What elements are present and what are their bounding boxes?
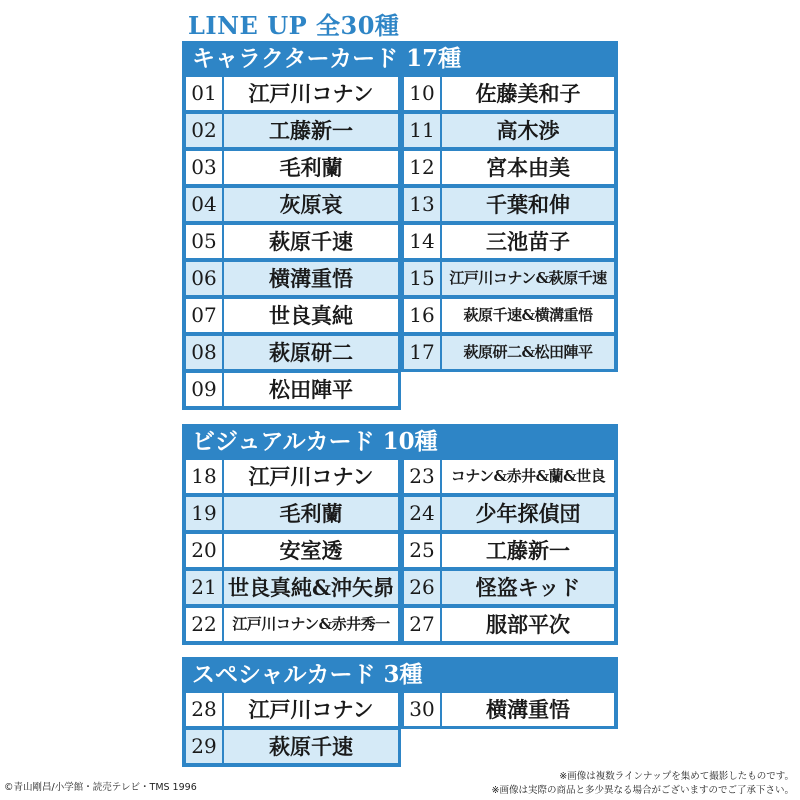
disclaimer-note: ※画像は複数ラインナップを集めて撮影したものです。 bbox=[559, 771, 794, 782]
card-number: 08 bbox=[186, 336, 224, 369]
character-name: 三池苗子 bbox=[486, 229, 570, 254]
character-name: 服部平次 bbox=[486, 612, 570, 637]
card-section bbox=[182, 41, 618, 410]
lineup-row bbox=[186, 730, 398, 763]
character-name: 灰原哀 bbox=[279, 192, 343, 217]
character-name: 萩原千速&横溝重悟 bbox=[463, 306, 593, 324]
lineup-row bbox=[404, 534, 614, 567]
character-name: 世良真純 bbox=[269, 303, 353, 328]
section-header: キャラクターカード 17種 bbox=[192, 45, 462, 72]
card-number: 03 bbox=[186, 151, 224, 184]
empty-area bbox=[401, 729, 618, 767]
character-name: 怪盗キッド bbox=[475, 575, 581, 600]
character-name: 江戸川コナン bbox=[248, 697, 374, 722]
character-name: 工藤新一 bbox=[269, 118, 353, 143]
lineup-row bbox=[404, 608, 614, 641]
character-name: 安室透 bbox=[279, 538, 343, 563]
character-name: 毛利蘭 bbox=[279, 155, 343, 180]
lineup-title: LINE UP 全30種 bbox=[188, 11, 400, 40]
lineup-row bbox=[186, 608, 398, 641]
lineup-row bbox=[186, 262, 398, 295]
card-number: 16 bbox=[404, 299, 442, 332]
lineup-row bbox=[404, 460, 614, 493]
character-name: 萩原千速 bbox=[269, 734, 353, 759]
character-name: 横溝重悟 bbox=[269, 266, 353, 291]
card-number: 01 bbox=[186, 77, 224, 110]
character-name: 毛利蘭 bbox=[279, 501, 343, 526]
lineup-row bbox=[186, 77, 398, 110]
lineup-row bbox=[186, 534, 398, 567]
card-number: 14 bbox=[404, 225, 442, 258]
character-name: 宮本由美 bbox=[486, 155, 570, 180]
card-number: 30 bbox=[404, 693, 442, 726]
character-name: 萩原研二 bbox=[269, 340, 353, 365]
lineup-row bbox=[404, 188, 614, 221]
card-number: 18 bbox=[186, 460, 224, 493]
card-number: 26 bbox=[404, 571, 442, 604]
disclaimer-notes bbox=[492, 770, 794, 798]
card-number: 20 bbox=[186, 534, 224, 567]
card-number: 15 bbox=[404, 262, 442, 295]
card-number: 09 bbox=[186, 373, 224, 406]
card-number: 23 bbox=[404, 460, 442, 493]
card-number: 06 bbox=[186, 262, 224, 295]
copyright-notice: ©青山剛昌/小学館・読売テレビ・TMS 1996 bbox=[4, 782, 197, 793]
section-header: スペシャルカード 3種 bbox=[192, 661, 423, 688]
card-number: 04 bbox=[186, 188, 224, 221]
lineup-row bbox=[404, 299, 614, 332]
disclaimer-note: ※画像は実際の商品と多少異なる場合がございますのでご了承下さい。 bbox=[491, 785, 794, 796]
character-name: 佐藤美和子 bbox=[475, 81, 581, 106]
lineup-row bbox=[186, 299, 398, 332]
card-number: 19 bbox=[186, 497, 224, 530]
lineup-row bbox=[186, 373, 398, 406]
character-name: 少年探偵団 bbox=[475, 501, 581, 526]
character-name: 松田陣平 bbox=[269, 377, 353, 402]
character-name: 江戸川コナン&萩原千速 bbox=[449, 269, 607, 287]
card-number: 05 bbox=[186, 225, 224, 258]
card-number: 25 bbox=[404, 534, 442, 567]
section-header: ビジュアルカード 10種 bbox=[192, 428, 438, 455]
character-name: 江戸川コナン bbox=[248, 81, 374, 106]
lineup-row bbox=[404, 497, 614, 530]
empty-area bbox=[401, 372, 618, 410]
lineup-row bbox=[186, 571, 398, 604]
lineup-row bbox=[186, 336, 398, 369]
character-name: 千葉和伸 bbox=[486, 192, 570, 217]
character-name: 江戸川コナン bbox=[248, 464, 374, 489]
lineup-row bbox=[186, 114, 398, 147]
card-number: 29 bbox=[186, 730, 224, 763]
character-name: 江戸川コナン&赤井秀一 bbox=[232, 615, 390, 633]
card-number: 24 bbox=[404, 497, 442, 530]
character-name: 萩原千速 bbox=[269, 229, 353, 254]
lineup-row bbox=[186, 497, 398, 530]
lineup-row bbox=[186, 460, 398, 493]
lineup-row bbox=[404, 151, 614, 184]
card-section bbox=[182, 424, 618, 645]
lineup-row bbox=[186, 188, 398, 221]
card-number: 07 bbox=[186, 299, 224, 332]
card-number: 22 bbox=[186, 608, 224, 641]
card-number: 12 bbox=[404, 151, 442, 184]
lineup-row bbox=[404, 571, 614, 604]
card-number: 17 bbox=[404, 336, 442, 369]
lineup-row bbox=[404, 225, 614, 258]
card-number: 02 bbox=[186, 114, 224, 147]
character-name: 高木渉 bbox=[496, 118, 560, 143]
lineup-row bbox=[186, 151, 398, 184]
card-number: 27 bbox=[404, 608, 442, 641]
card-number: 11 bbox=[404, 114, 442, 147]
lineup-row bbox=[186, 225, 398, 258]
card-number: 13 bbox=[404, 188, 442, 221]
lineup-row bbox=[186, 693, 398, 726]
lineup-row bbox=[404, 262, 614, 295]
card-number: 28 bbox=[186, 693, 224, 726]
lineup-row bbox=[404, 336, 614, 369]
lineup-row bbox=[404, 693, 614, 726]
card-number: 10 bbox=[404, 77, 442, 110]
character-name: コナン&赤井&蘭&世良 bbox=[450, 467, 606, 485]
character-name: 世良真純&沖矢昴 bbox=[228, 575, 394, 600]
card-section bbox=[182, 657, 618, 767]
lineup-row bbox=[404, 77, 614, 110]
character-name: 萩原研二&松田陣平 bbox=[463, 343, 593, 361]
lineup-row bbox=[404, 114, 614, 147]
character-name: 工藤新一 bbox=[486, 538, 570, 563]
character-name: 横溝重悟 bbox=[486, 697, 570, 722]
card-number: 21 bbox=[186, 571, 224, 604]
